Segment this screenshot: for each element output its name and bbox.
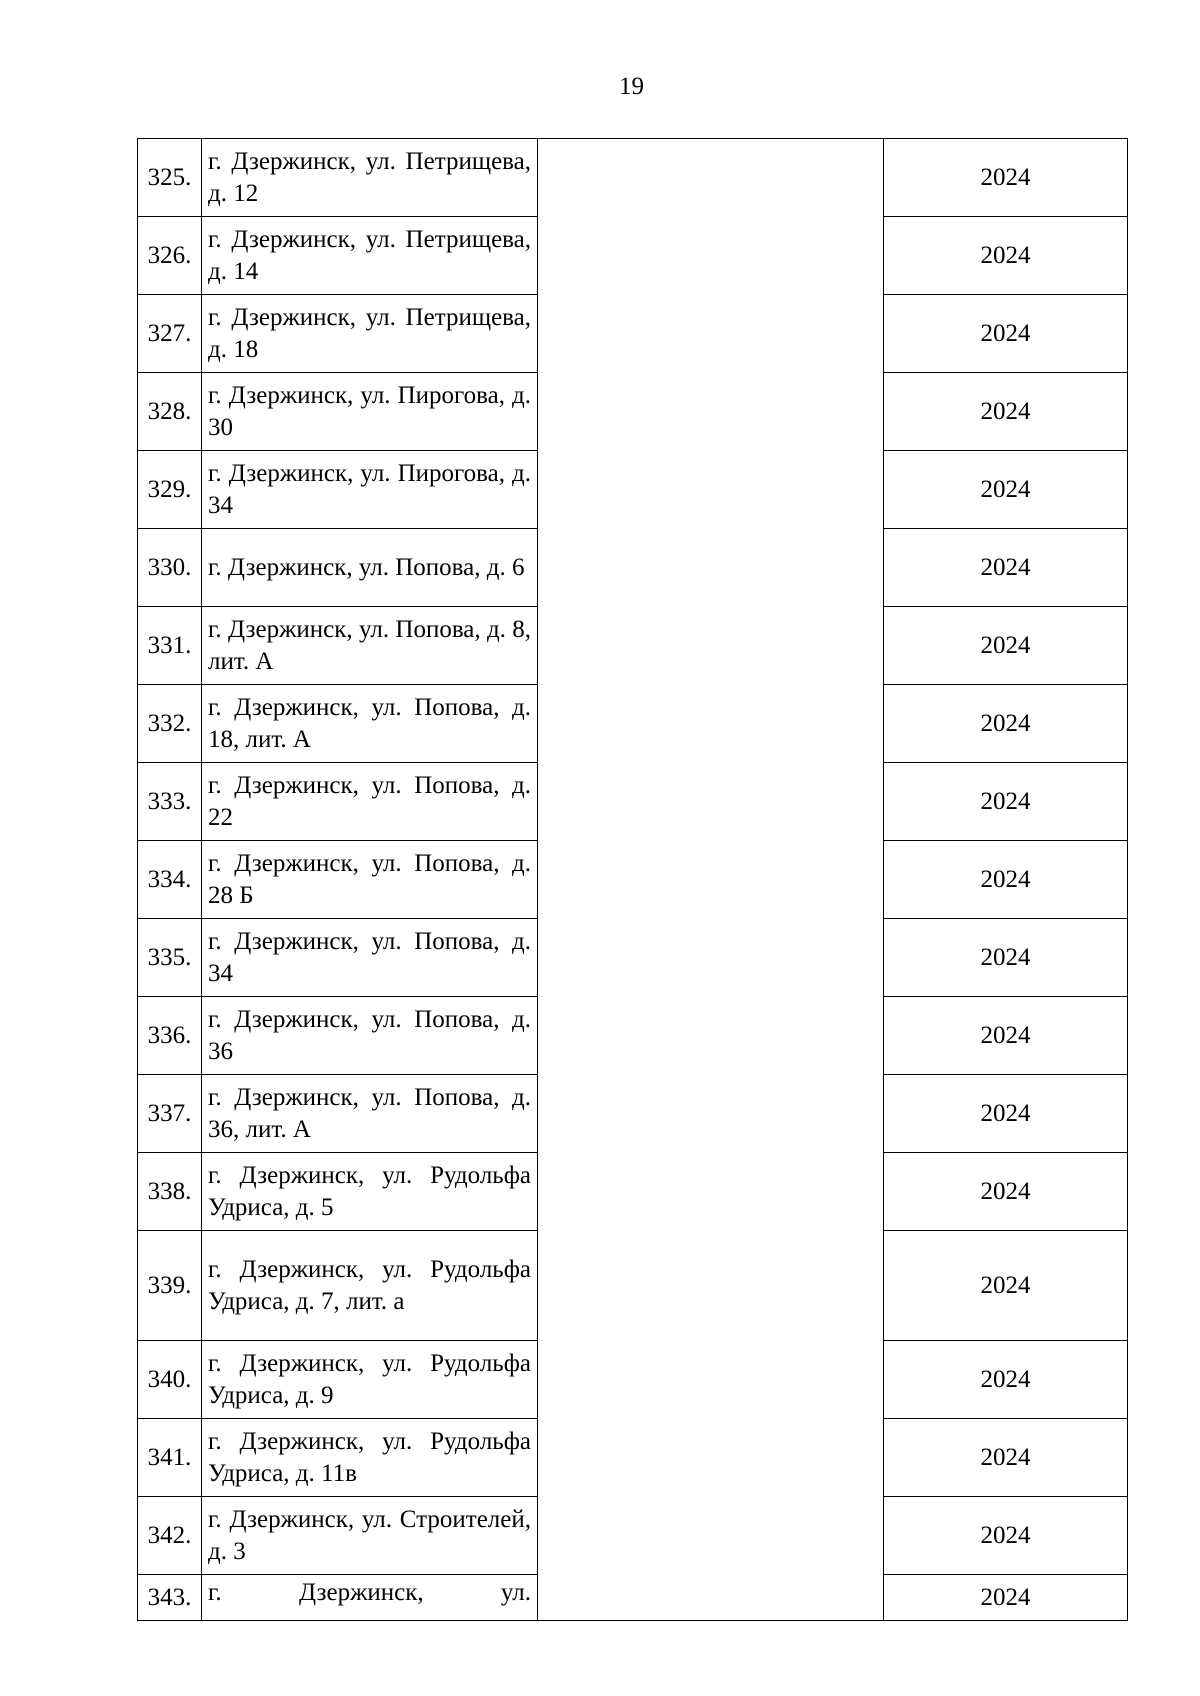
- address-cell: г. Дзержинск, ул. Попова, д. 28 Б: [202, 841, 538, 919]
- address-cell: г. Дзержинск, ул. Попова, д. 36, лит. А: [202, 1075, 538, 1153]
- year-cell: 2024: [884, 1075, 1128, 1153]
- year-cell: 2024: [884, 919, 1128, 997]
- year-cell: 2024: [884, 685, 1128, 763]
- address-cell: г. Дзержинск, ул. Петрищева, д. 14: [202, 217, 538, 295]
- row-number: 330.: [138, 529, 202, 607]
- row-number: 342.: [138, 1497, 202, 1575]
- address-cell: г. Дзержинск, ул. Попова, д. 18, лит. А: [202, 685, 538, 763]
- row-number: 325.: [138, 139, 202, 217]
- row-number: 339.: [138, 1231, 202, 1341]
- address-cell: г. Дзержинск, ул. Петрищева, д. 18: [202, 295, 538, 373]
- year-cell: 2024: [884, 529, 1128, 607]
- address-cell: г. Дзержинск, ул. Пирогова, д. 30: [202, 373, 538, 451]
- row-number: 338.: [138, 1153, 202, 1231]
- address-cell: г. Дзержинск, ул.: [202, 1575, 538, 1621]
- year-cell: 2024: [884, 295, 1128, 373]
- address-cell: г. Дзержинск, ул. Попова, д. 34: [202, 919, 538, 997]
- row-number: 337.: [138, 1075, 202, 1153]
- row-number: 334.: [138, 841, 202, 919]
- year-cell: 2024: [884, 1153, 1128, 1231]
- year-cell: 2024: [884, 1231, 1128, 1341]
- year-cell: 2024: [884, 1575, 1128, 1621]
- empty-column-cell: [538, 139, 884, 1621]
- row-number: 331.: [138, 607, 202, 685]
- row-number: 327.: [138, 295, 202, 373]
- row-number: 340.: [138, 1341, 202, 1419]
- row-number: 333.: [138, 763, 202, 841]
- row-number: 335.: [138, 919, 202, 997]
- address-cell: г. Дзержинск, ул. Пирогова, д. 34: [202, 451, 538, 529]
- year-cell: 2024: [884, 1341, 1128, 1419]
- year-cell: 2024: [884, 997, 1128, 1075]
- row-number: 332.: [138, 685, 202, 763]
- row-number: 329.: [138, 451, 202, 529]
- row-number: 328.: [138, 373, 202, 451]
- year-cell: 2024: [884, 451, 1128, 529]
- year-cell: 2024: [884, 139, 1128, 217]
- address-cell: г. Дзержинск, ул. Попова, д. 22: [202, 763, 538, 841]
- address-cell: г. Дзержинск, ул. Попова, д. 8, лит. А: [202, 607, 538, 685]
- year-cell: 2024: [884, 841, 1128, 919]
- year-cell: 2024: [884, 217, 1128, 295]
- year-cell: 2024: [884, 373, 1128, 451]
- row-number: 336.: [138, 997, 202, 1075]
- address-cell: г. Дзержинск, ул. Рудольфа Удриса, д. 7, лит. а: [202, 1231, 538, 1341]
- year-cell: 2024: [884, 763, 1128, 841]
- address-cell: г. Дзержинск, ул. Петрищева, д. 12: [202, 139, 538, 217]
- table-row: [138, 139, 1128, 217]
- address-cell: г. Дзержинск, ул. Рудольфа Удриса, д. 9: [202, 1341, 538, 1419]
- address-cell: г. Дзержинск, ул. Рудольфа Удриса, д. 5: [202, 1153, 538, 1231]
- address-cell: г. Дзержинск, ул. Попова, д. 6: [202, 529, 538, 607]
- row-number: 326.: [138, 217, 202, 295]
- address-cell: г. Дзержинск, ул. Строителей, д. 3: [202, 1497, 538, 1575]
- address-table: [137, 138, 1128, 1621]
- row-number: 343.: [138, 1575, 202, 1621]
- address-cell: г. Дзержинск, ул. Рудольфа Удриса, д. 11в: [202, 1419, 538, 1497]
- row-number: 341.: [138, 1419, 202, 1497]
- address-cell: г. Дзержинск, ул. Попова, д. 36: [202, 997, 538, 1075]
- year-cell: 2024: [884, 607, 1128, 685]
- year-cell: 2024: [884, 1419, 1128, 1497]
- page-number: 19: [619, 73, 644, 100]
- year-cell: 2024: [884, 1497, 1128, 1575]
